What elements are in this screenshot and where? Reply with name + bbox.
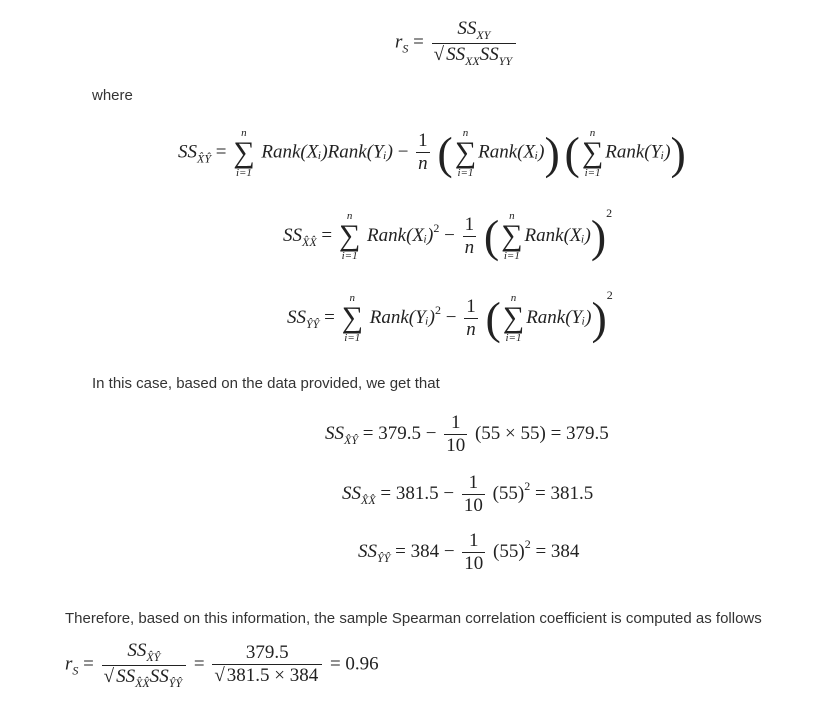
rs-symbol: r: [395, 31, 403, 53]
summation-symbol: n ∑ i=1: [338, 210, 361, 262]
definition-ss-xx: $SS_{X̂X̂}$ = n ∑ i=1 Rank(Xᵢ)$^2$ − $\frac{1}{n}$ ( n ∑ i=1 Rank(Xᵢ))$^2$: [283, 206, 613, 262]
definition-ss-xy: $SS_{X̂Ŷ}$ = n ∑ i=1 Rank(Xᵢ)Rank(Yᵢ) − $\frac{1}{n}$ ( n ∑ i=1 Rank(Xᵢ)) ( n ∑ i=1 Rank(Yᵢ)): [178, 127, 686, 179]
final-formula: $r_S$ = $\frac{SS_{X̂Ŷ}}{√ SS_{X̂X̂}SS_{ŶŶ}}$ = $\frac{379.5}{√ 381.5 \times 384}$ = 0.96: [65, 640, 379, 690]
calc-ss-xx: $SS_{X̂X̂} = 381.5$ − $\frac{1}{10}$ $(55)^2 = 381.5$: [342, 472, 594, 516]
summation-symbol: n ∑ i=1: [341, 292, 363, 344]
summation-symbol: n ∑ i=1: [501, 210, 523, 262]
main-fraction: $\frac{SS_{XY}}{√ SS_{XX}SS_{YY}}$: [432, 18, 516, 68]
where-label: where: [92, 87, 133, 104]
summation-symbol: n ∑ i=1: [502, 292, 525, 344]
main-formula: $r_S$ = $\frac{SS_{XY}}{√ SS_{XX}SS_{YY}}$: [395, 18, 519, 68]
summation-symbol: n ∑ i=1: [454, 127, 477, 179]
summation-symbol: n ∑ i=1: [233, 127, 255, 179]
calc-ss-yy: $SS_{ŶŶ} = 384$ − $\frac{1}{10}$ $(55)^2 = 384$: [358, 530, 580, 574]
case-text: In this case, based on the data provided, we get that: [92, 375, 440, 392]
calc-ss-xy: $SS_{X̂Ŷ} = 379.5$ − $\frac{1}{10}$ (55 × 55) = 379.5: [325, 412, 609, 456]
summation-symbol: n ∑ i=1: [581, 127, 604, 179]
definition-ss-yy: $SS_{ŶŶ}$ = n ∑ i=1 Rank(Yᵢ)$^2$ − $\frac{1}{n}$ ( n ∑ i=1 Rank(Yᵢ))$^2$: [287, 288, 613, 344]
therefore-text: Therefore, based on this information, the sample Spearman correlation coefficient is computed as follows: [65, 610, 762, 627]
